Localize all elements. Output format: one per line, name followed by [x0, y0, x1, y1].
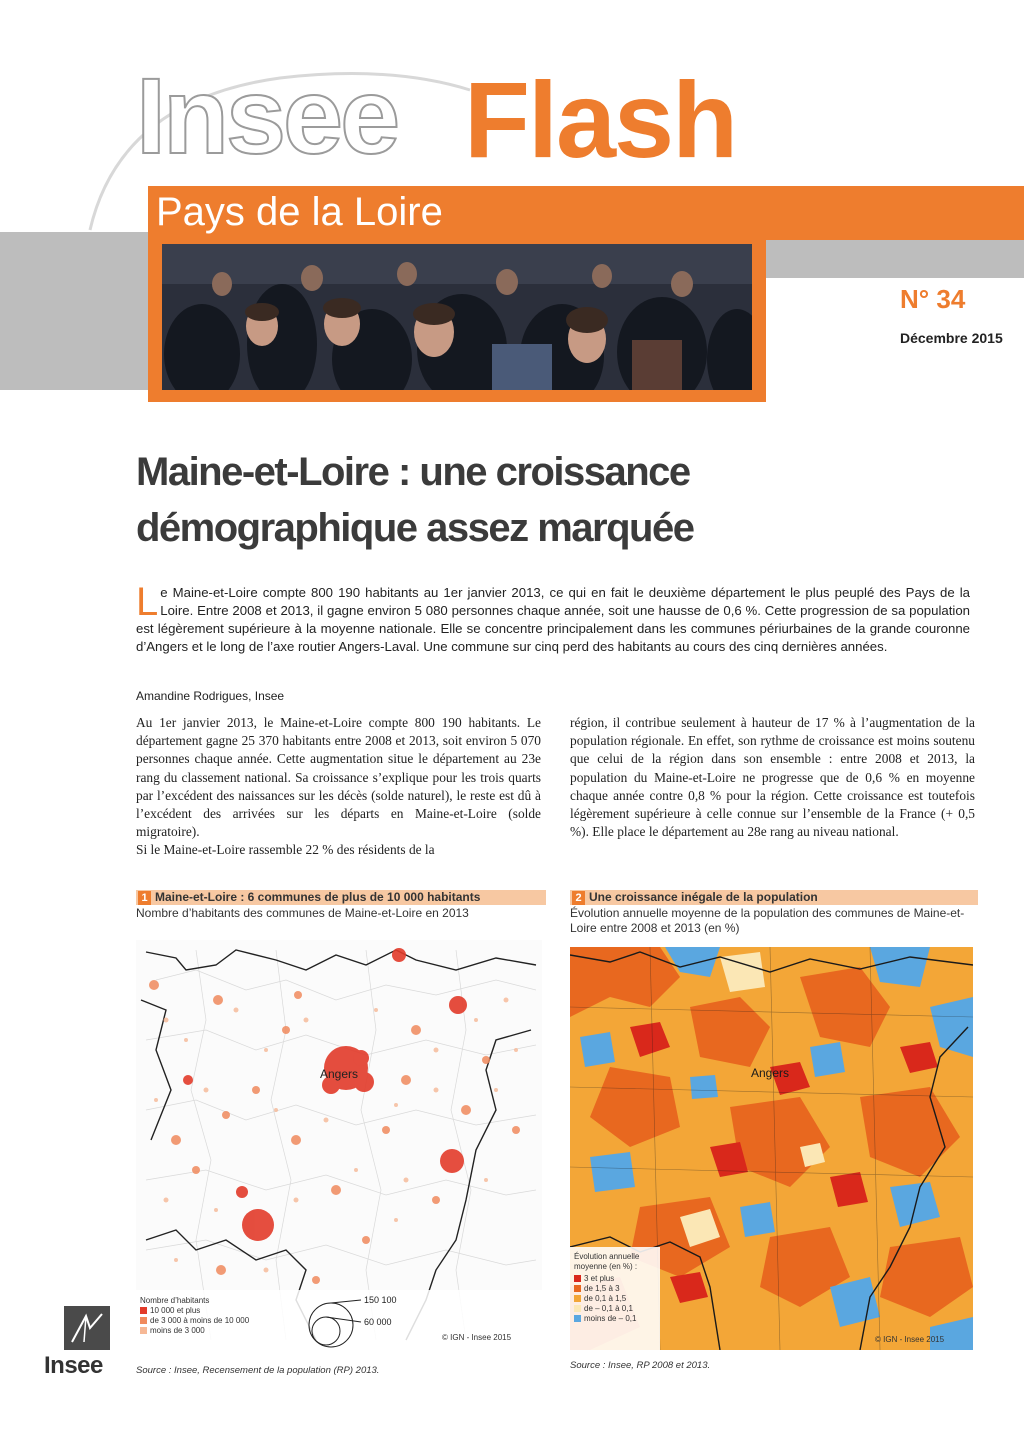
insee-mark-icon [64, 1306, 110, 1350]
legend-item [574, 1304, 660, 1314]
figure2-city-label: Angers [751, 1066, 790, 1080]
article-title: Maine-et-Loire : une croissance démographique assez marquée [136, 450, 694, 550]
issue-date: Décembre 2015 [900, 330, 1003, 346]
legend-item [140, 1326, 290, 1336]
legend-label: de 3 000 à moins de 10 000 [150, 1316, 250, 1325]
legend-swatch [574, 1315, 581, 1322]
figure2-source: Source : Insee, RP 2008 et 2013. [570, 1360, 711, 1371]
footer-logo-word: Insee [44, 1352, 103, 1379]
legend-swatch [574, 1275, 581, 1282]
size-legend-large: 150 100 [364, 1295, 397, 1305]
body-column-right [570, 714, 975, 841]
figure2-copyright: © IGN - Insee 2015 [875, 1335, 945, 1344]
issue-number: N° 34 [900, 284, 966, 314]
article-author: Amandine Rodrigues, Insee [136, 689, 285, 703]
size-legend-small: 60 000 [364, 1317, 392, 1327]
lead-dropcap: L [136, 580, 159, 624]
legend-item [574, 1284, 660, 1294]
legend-item [574, 1314, 660, 1324]
region-name: Pays de la Loire [156, 190, 443, 234]
legend-title: Nombre d’habitants [140, 1296, 210, 1305]
figure1-copyright: © IGN - Insee 2015 [442, 1333, 512, 1342]
legend-swatch [574, 1305, 581, 1312]
figure1-source: Source : Insee, Recensement de la population (RP) 2013. [136, 1365, 380, 1376]
legend-swatch [140, 1327, 147, 1334]
figure1-legend [140, 1296, 290, 1336]
body-paragraph: Si le Maine-et-Loire rassemble 22 % des résidents de la [136, 842, 435, 858]
legend-label: 10 000 et plus [150, 1306, 201, 1315]
figure1-number: 1 [138, 891, 151, 905]
legend-item [574, 1274, 660, 1284]
article-lead [136, 580, 970, 656]
legend-item [140, 1306, 290, 1316]
legend-title: Évolution annuelle moyenne (en %) : [574, 1252, 640, 1271]
legend-item [574, 1294, 660, 1304]
legend-label: de – 0,1 à 0,1 [584, 1304, 633, 1313]
logo-flash: Flash [464, 59, 737, 180]
legend-label: 3 et plus [584, 1274, 615, 1283]
figure2-subtitle: Évolution annuelle moyenne de la population des communes de Maine-et-Loire entre 2008 et 2013 (en %) [570, 906, 965, 935]
figure1-header [136, 890, 546, 905]
figure1-city-label: Angers [320, 1067, 359, 1081]
legend-item [140, 1316, 290, 1326]
legend-swatch [574, 1285, 581, 1292]
legend-label: moins de – 0,1 [584, 1314, 637, 1323]
figure1-subtitle: Nombre d’habitants des communes de Maine-et-Loire en 2013 [136, 906, 469, 920]
figure1-title: Maine-et-Loire : 6 communes de plus de 10 000 habitants [155, 890, 481, 904]
logo-insee: Insee [136, 55, 398, 176]
population-circles-map [136, 940, 542, 1350]
figure2-header [570, 890, 978, 905]
legend-swatch [574, 1295, 581, 1302]
figure2-number: 2 [572, 891, 585, 905]
legend-swatch [140, 1307, 147, 1314]
figure2-title: Une croissance inégale de la population [589, 890, 818, 904]
legend-swatch [140, 1317, 147, 1324]
body-paragraph: Au 1er janvier 2013, le Maine-et-Loire compte 800 190 habitants. Le département gagne 25 370 habitants entre 2008 et 2013, soit environ 5 070 personnes chaque année. Cette augmentation situe le département au 23e rang du classement national. Sa croissance s’explique pour les trois quarts par l’excédent des naissances sur les décès (solde naturel), le reste est dû à l’excédent des arrivées sur les départs en Maine-et-Loire (solde migratoire). [136, 715, 541, 840]
crowd-photo [162, 244, 752, 390]
body-paragraph: région, il contribue seulement à hauteur de 17 % à l’augmentation de la population régionale. En effet, son rythme de croissance est moins soutenu que celui de la région dans son ensemble : entre 2008 et 2013, la population du Maine-et-Loire ne progresse que de 0,6 % en moyenne chaque année contre 0,8 % pour la région. Cette croissance est toutefois légèrement supérieure à celle connue sur l’ensemble de la France (+ 0,5 %). Elle place le département au 28e rang au niveau national. [570, 715, 975, 840]
legend-label: moins de 3 000 [150, 1326, 205, 1335]
body-column-left [136, 714, 541, 860]
figure2-legend [574, 1252, 660, 1324]
lead-text: e Maine-et-Loire compte 800 190 habitants au 1er janvier 2013, ce qui en fait le deuxième département le plus peuplé des Pays de la Loire. Entre 2008 et 2013, il gagne environ 5 080 personnes chaque année, soit une hausse de 0,6 %. Cette progression de sa population est légèrement supérieure à la moyenne nationale. Elle se concentre principalement dans les communes périurbaines de la grande couronne d’Angers et le long de l’axe routier Angers-Laval. Une commune sur cinq perd des habitants au cours des cinq dernières années. [136, 585, 970, 654]
legend-label: de 0,1 à 1,5 [584, 1294, 627, 1303]
legend-label: de 1,5 à 3 [584, 1284, 620, 1293]
